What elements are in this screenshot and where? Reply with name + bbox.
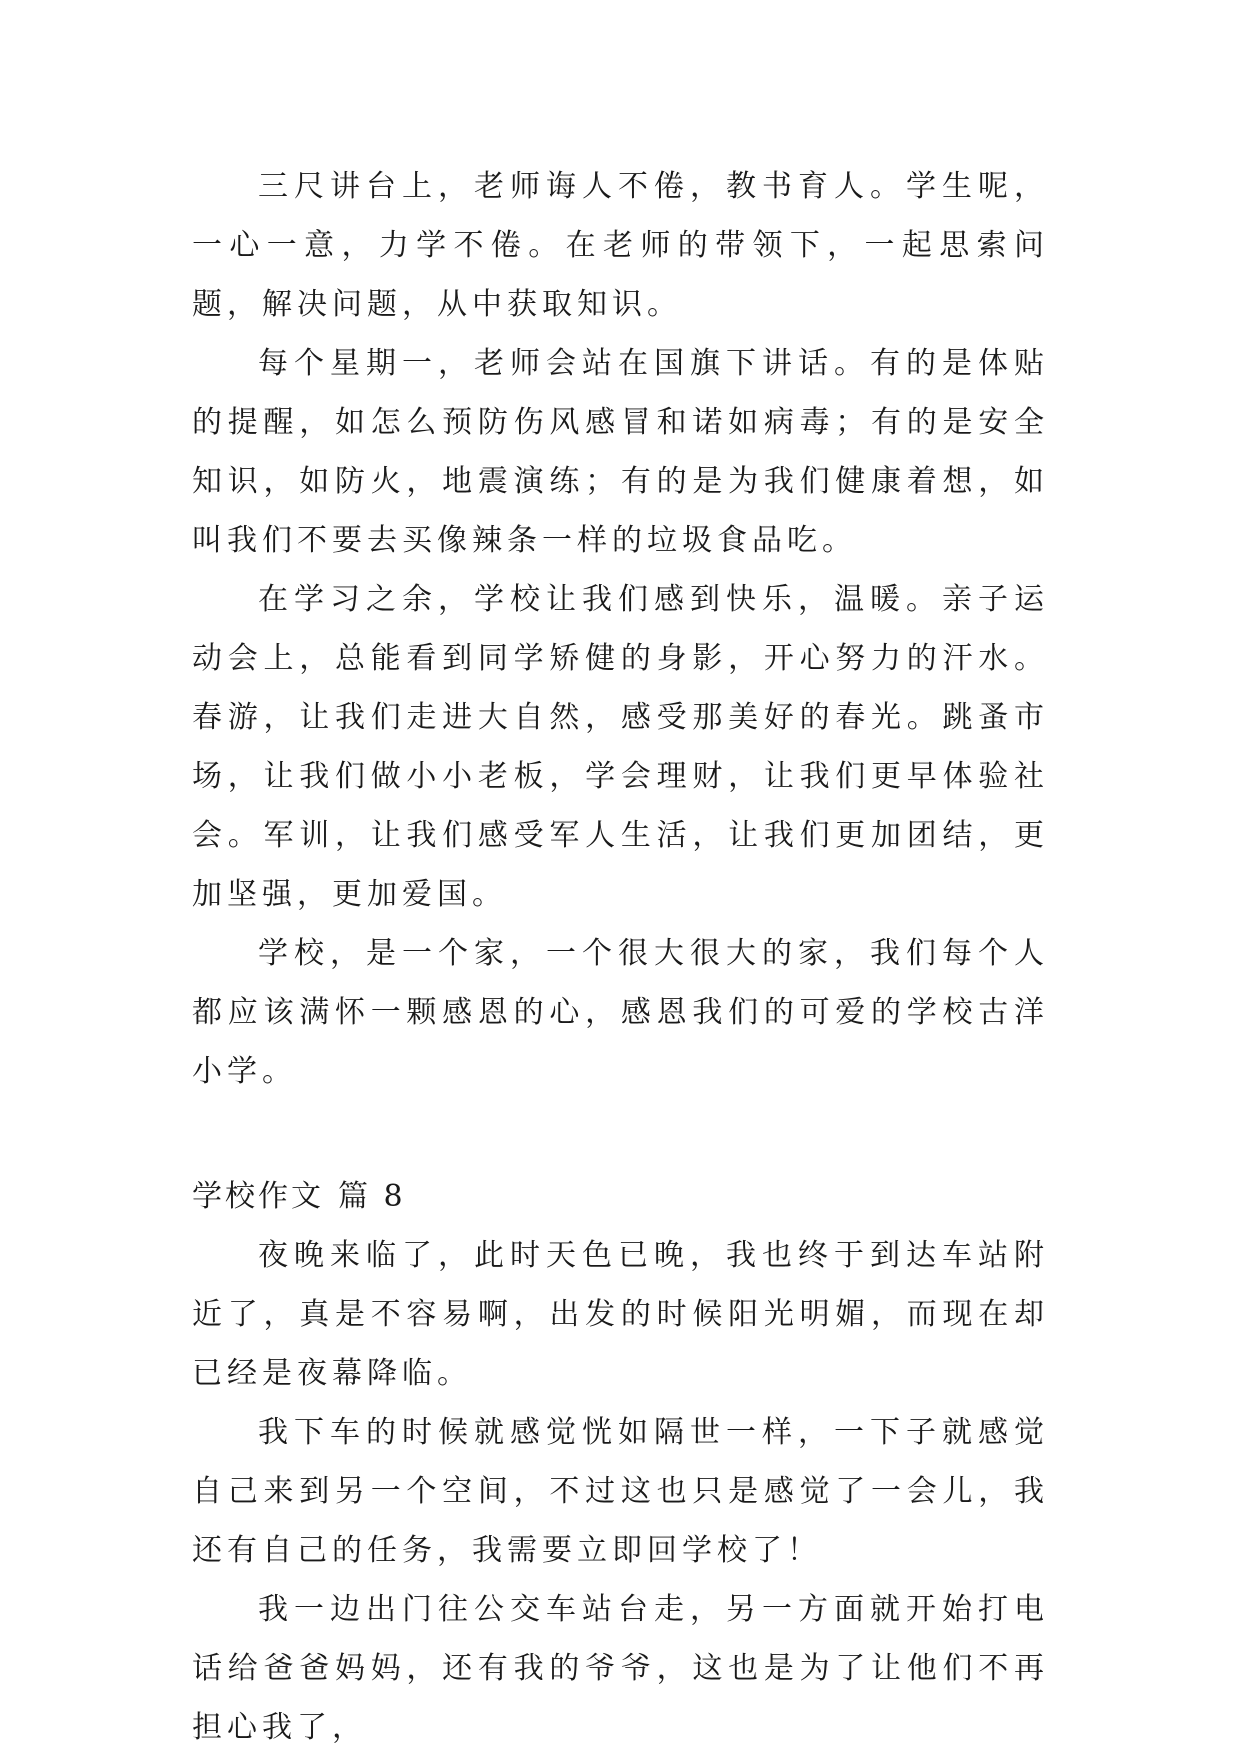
paragraph-3: 在学习之余，学校让我们感到快乐，温暖。亲子运动会上，总能看到同学矫健的身影，开心努力的汗水。春游，让我们走进大自然，感受那美好的春光。跳蚤市场，让我们做小小老板，学会理财，让我们更早体验社会。军训，让我们感受军人生活，让我们更加团结，更加坚强，更加爱国。 — [192, 582, 1049, 912]
section-heading — [192, 1167, 1049, 1226]
paragraph-2: 每个星期一，老师会站在国旗下讲话。有的是体贴的提醒，如怎么预防伤风感冒和诺如病毒；有的是安全知识，如防火，地震演练；有的是为我们健康着想，如叫我们不要去买像辣条一样的垃圾食品吃。 — [192, 346, 1049, 558]
paragraph-7: 我一边出门往公交车站台走，另一方面就开始打电话给爸爸妈妈，还有我的爷爷，这也是为了让他们不再担心我了， — [192, 1592, 1049, 1745]
section-number: 篇 8 — [338, 1179, 406, 1214]
document-page — [192, 157, 1049, 1757]
paragraph-5: 夜晚来临了，此时天色已晚，我也终于到达车站附近了，真是不容易啊，出发的时候阳光明媚，而现在却已经是夜幕降临。 — [192, 1238, 1049, 1391]
paragraph-6: 我下车的时候就感觉恍如隔世一样，一下子就感觉自己来到另一个空间，不过这也只是感觉了一会儿，我还有自己的任务，我需要立即回学校了！ — [192, 1415, 1049, 1568]
section-title: 学校作文 — [192, 1179, 324, 1214]
paragraph-1: 三尺讲台上，老师诲人不倦，教书育人。学生呢，一心一意，力学不倦。在老师的带领下，一起思索问题，解决问题，从中获取知识。 — [192, 169, 1049, 322]
paragraph-4: 学校，是一个家，一个很大很大的家，我们每个人都应该满怀一颗感恩的心，感恩我们的可爱的学校古洋小学。 — [192, 936, 1049, 1089]
